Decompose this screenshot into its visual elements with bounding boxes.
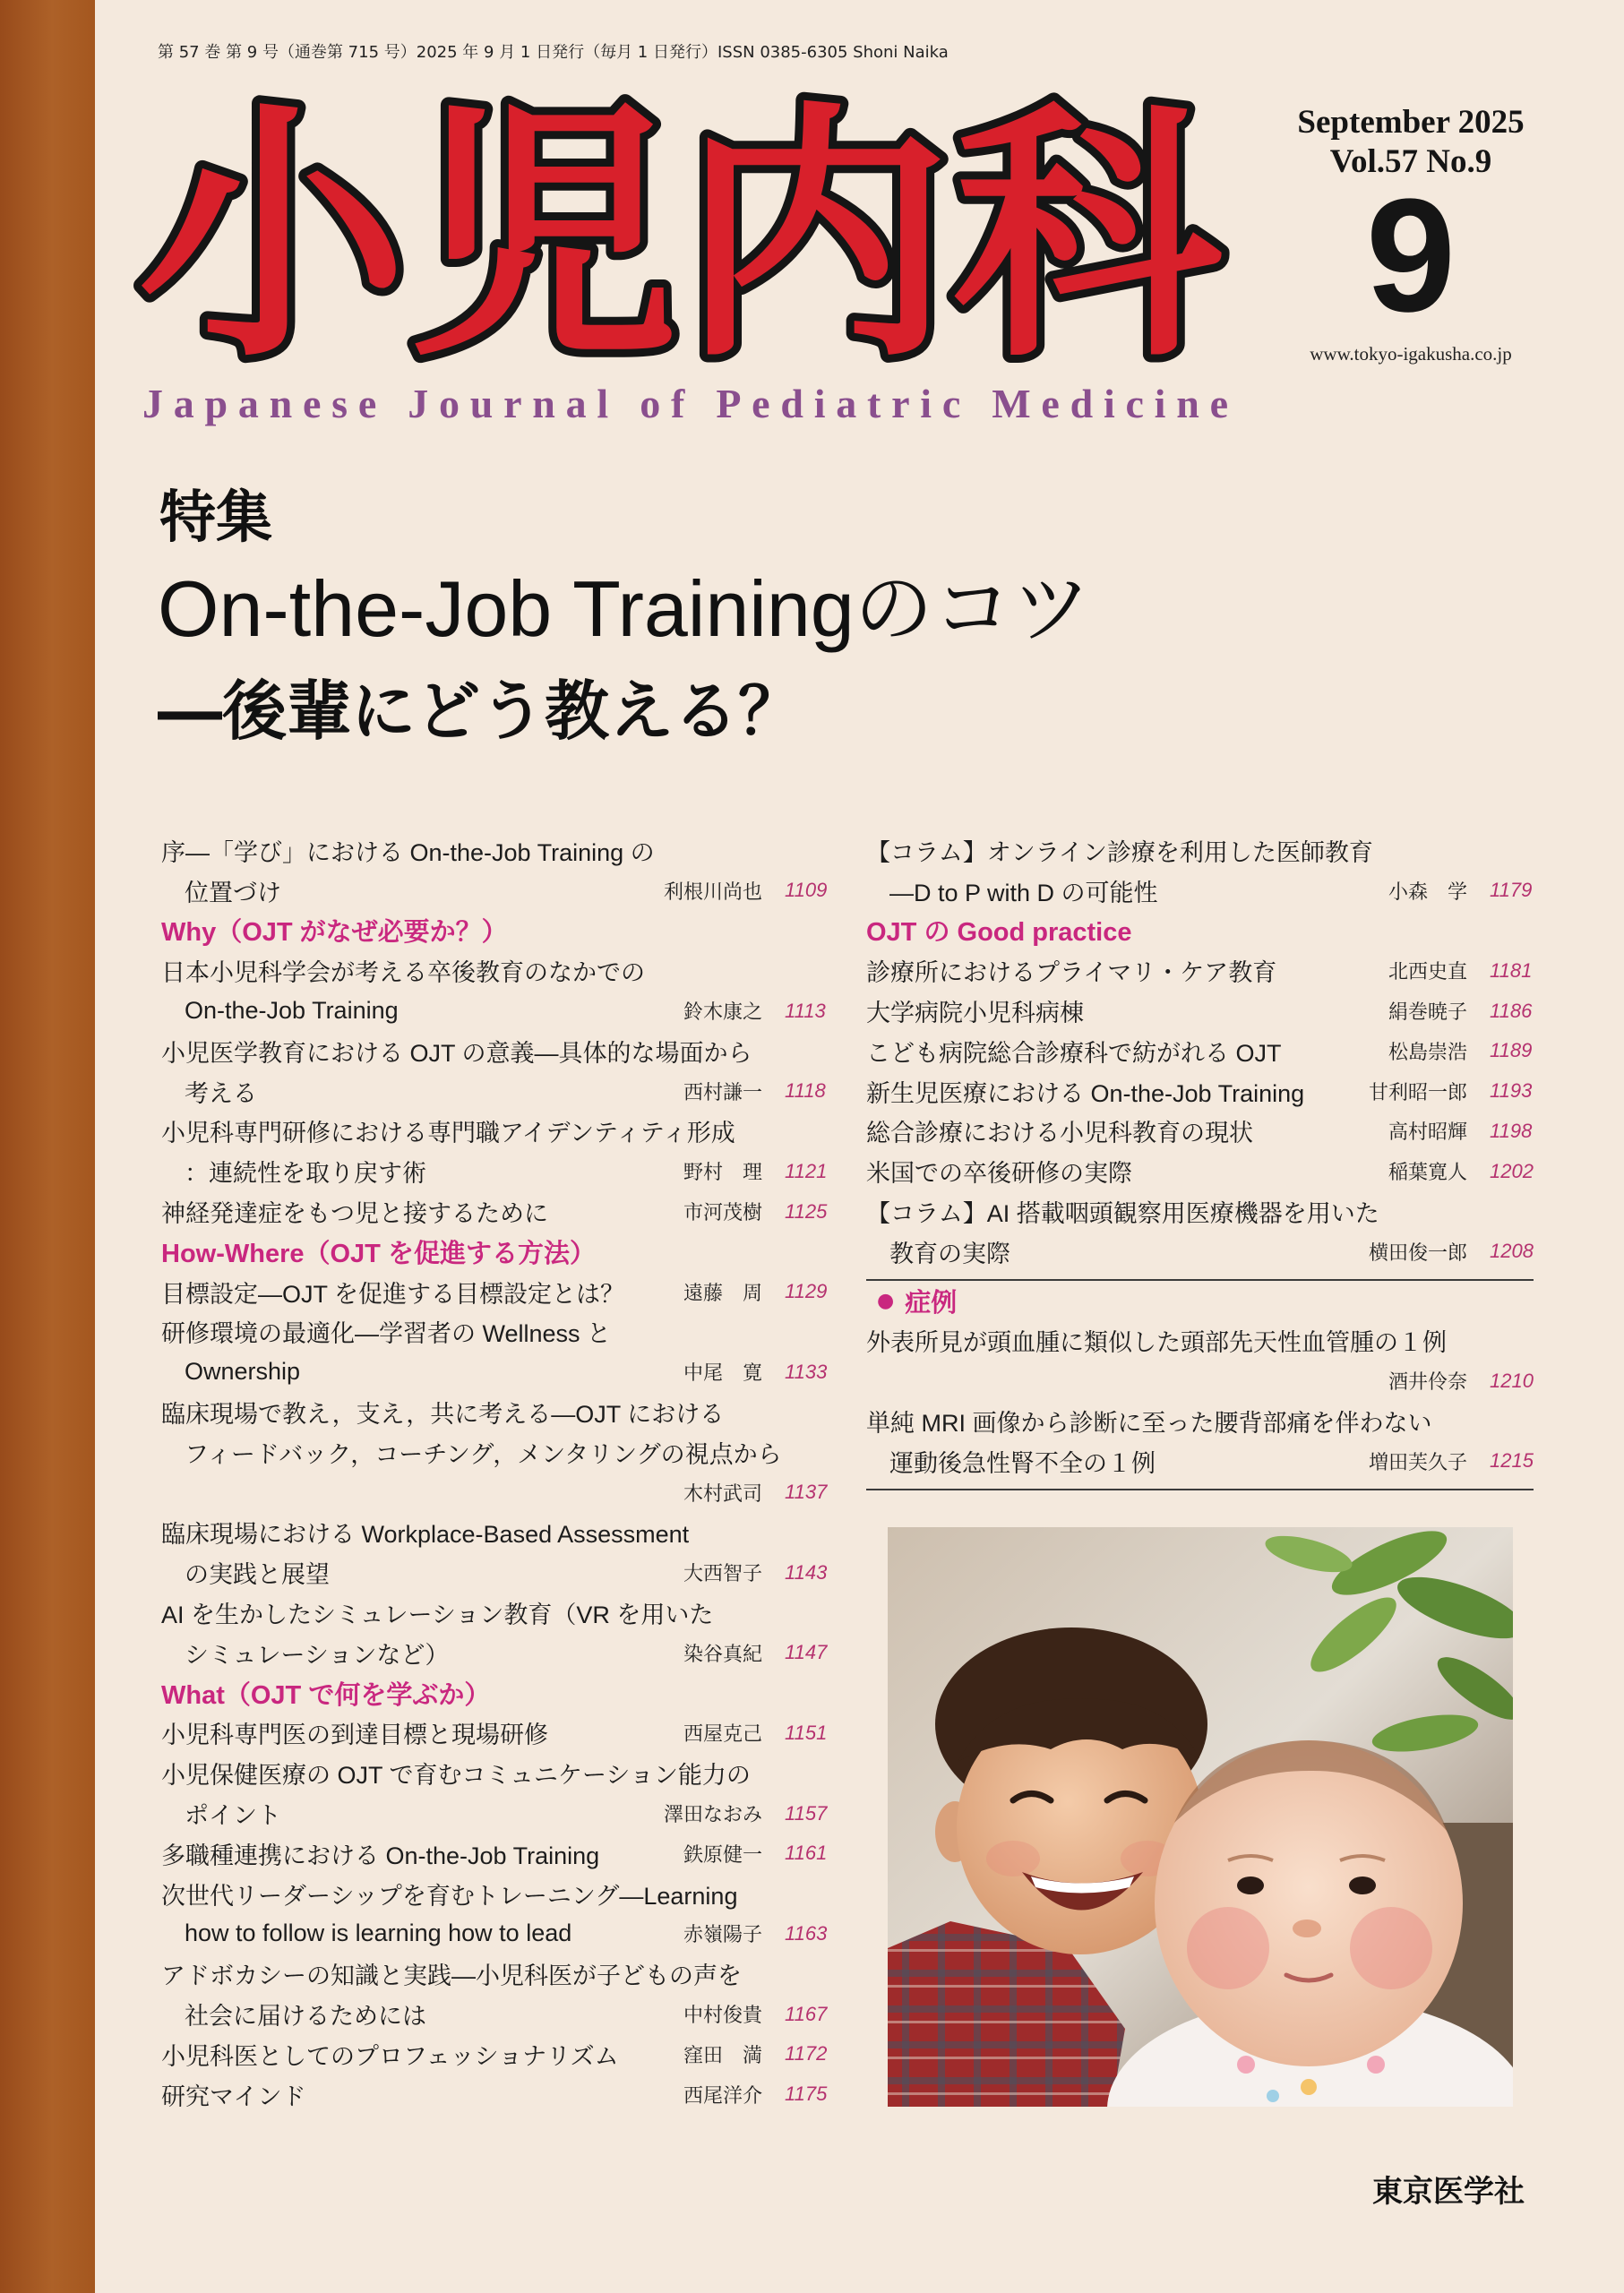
toc-author: 市河茂樹: [683, 1202, 762, 1225]
toc-entry-line: [866, 1031, 1534, 1071]
toc-author: 木村武司: [683, 1482, 762, 1506]
toc-page-number: 1175: [785, 2083, 828, 2106]
feature-label: 特集: [159, 485, 272, 550]
toc-entry-line: [161, 1834, 829, 1874]
toc-article-title: ―D to P with D の可能性: [889, 879, 1158, 906]
toc-article-title: 研究マインド: [161, 2083, 306, 2110]
toc-author: 染谷真紀: [683, 1643, 762, 1666]
toc-article-title: 小児医学教育における OJT の意義―具体的な場面から: [161, 1039, 752, 1067]
toc-page-number: 1179: [1490, 879, 1533, 902]
toc-heading-text: How-Where（OJT を促進する方法）: [161, 1239, 596, 1268]
toc-page-number: 1172: [785, 2042, 828, 2065]
toc-section-heading: [866, 911, 1534, 951]
toc-entry-line: [161, 950, 829, 991]
toc-entry-line: [866, 991, 1534, 1031]
toc-entry-line: [161, 1031, 829, 1071]
toc-page-number: 1210: [1490, 1369, 1534, 1392]
toc-article-title: シミュレーションなど）: [185, 1641, 450, 1669]
toc-article-title: 単純 MRI 画像から診断に至った腰背部痛を伴わない: [866, 1410, 1432, 1438]
publisher-website: www.tokyo-igakusha.co.jp: [1310, 343, 1512, 365]
toc-page-number: 1113: [785, 999, 826, 1022]
toc-page-number: 1198: [1490, 1119, 1533, 1142]
toc-entry-line: [161, 1151, 829, 1191]
toc-entry-line: [866, 1112, 1534, 1152]
bullet-icon: ●: [877, 1289, 895, 1312]
toc-page-number: 1189: [1490, 1039, 1533, 1062]
toc-article-title: 目標設定―OJT を促進する目標設定とは？: [161, 1280, 625, 1308]
toc-entry-line: [161, 830, 829, 871]
toc-author: 松島崇浩: [1388, 1041, 1467, 1064]
masthead-title: [133, 70, 1243, 374]
toc-article-title: 日本小児科学会が考える卒後教育のなかでの: [161, 959, 645, 987]
toc-entry-line: [866, 1232, 1534, 1272]
toc-author: 中村俊貴: [683, 2005, 762, 2027]
toc-entry-line: [161, 1392, 829, 1432]
toc-author: 利根川尚也: [663, 880, 762, 904]
toc-entry-line: [161, 1352, 829, 1392]
toc-entry-line: [161, 1713, 829, 1754]
toc-section-heading: [866, 1281, 1534, 1321]
toc-page-number: 1202: [1490, 1159, 1534, 1182]
toc-entry-line: [161, 1432, 829, 1473]
toc-article-title: 総合診療における小児科教育の現状: [866, 1120, 1253, 1147]
toc-article-title: 次世代リーダーシップを育むトレーニング―Learning: [161, 1882, 738, 1910]
toc-article-title: ポイント: [185, 1802, 281, 1830]
toc-heading-text: OJT の Good practice: [866, 918, 1132, 948]
toc-page-number: 1151: [785, 1721, 828, 1744]
toc-page-number: 1167: [785, 2002, 828, 2025]
toc-right-column: [866, 830, 1534, 1490]
toc-article-title: ：連続性を取り戻す術: [185, 1160, 426, 1188]
toc-page-number: 1147: [785, 1641, 828, 1664]
toc-entry-line: [866, 1191, 1534, 1232]
toc-section: [866, 1281, 1534, 1490]
toc-article-title: フィードバック，コーチング，メンタリングの視点から: [185, 1440, 782, 1468]
toc-author: 小森 学: [1388, 880, 1467, 904]
toc-article-title: 新生児医療における On-the-Job Training: [866, 1079, 1305, 1107]
toc-section-heading: [161, 911, 829, 951]
toc-page-number: 1193: [1490, 1079, 1533, 1103]
toc-author: 大西智子: [683, 1563, 762, 1586]
publisher-name: 東京医学社: [1372, 2174, 1525, 2210]
toc-author: 北西史直: [1388, 961, 1467, 984]
toc-author: 西村謙一: [683, 1081, 762, 1104]
toc-page-number: 1157: [785, 1801, 828, 1825]
toc-entry-line: [161, 1874, 829, 1914]
toc-article-title: 診療所におけるプライマリ・ケア教育: [866, 959, 1277, 987]
toc-article-title: 小児科専門研修における専門職アイデンティティ形成: [161, 1120, 735, 1147]
toc-article-title: 神経発達症をもつ児と接するために: [161, 1200, 548, 1228]
toc-entry-line: [866, 1401, 1534, 1441]
toc-page-number: 1181: [1490, 958, 1533, 982]
toc-article-title: 臨床現場における Workplace-Based Assessment: [161, 1521, 690, 1549]
toc-article-title: 研修環境の最適化―学習者の Wellness と: [161, 1320, 612, 1348]
toc-section-heading: [161, 1232, 829, 1272]
toc-article-title: 小児保健医療の OJT で育むコミュニケーション能力の: [161, 1762, 751, 1790]
toc-article-title: の実践と展望: [185, 1561, 330, 1589]
toc-entry-line: [161, 1552, 829, 1593]
toc-page-number: 1125: [785, 1199, 828, 1223]
toc-author: 中尾 寛: [683, 1362, 762, 1386]
toc-article-title: 小児科医としてのプロフェッショナリズム: [161, 2042, 619, 2070]
toc-page-number: 1137: [785, 1481, 828, 1504]
toc-article-title: 運動後急性腎不全の１例: [889, 1449, 1156, 1477]
toc-page-number: 1186: [1490, 999, 1533, 1022]
toc-entry-line: [161, 1753, 829, 1793]
toc-entry-line: [866, 1321, 1534, 1361]
toc-entry-line: [161, 991, 829, 1031]
toc-entry-line: [866, 871, 1534, 911]
toc-article-title: how to follow is learning how to lead: [185, 1919, 572, 1947]
toc-author: 高村昭輝: [1388, 1121, 1467, 1145]
issue-number: 9: [1365, 166, 1456, 346]
toc-article-title: アドボカシーの知識と実践―小児科医が子どもの声を: [161, 1962, 742, 1990]
toc-entry-line: [161, 1633, 829, 1673]
toc-entry-line: [161, 1954, 829, 1994]
toc-author: 鉄原健一: [683, 1843, 762, 1867]
toc-entry-line: [161, 871, 829, 911]
masthead-subtitle-text: Japanese Journal of Pediatric Medicine: [142, 381, 1228, 426]
toc-page-number: 1215: [1490, 1449, 1534, 1473]
toc-author: 稲葉寛人: [1388, 1162, 1467, 1185]
toc-page-number: 1143: [785, 1560, 828, 1584]
toc-author: 窪田 満: [683, 2044, 762, 2067]
toc-entry-line: [161, 1914, 829, 1954]
toc-entry-line: [866, 1151, 1534, 1191]
toc-heading-text: What（OJT で何を学ぶか）: [161, 1680, 491, 1710]
toc-entry-line: [161, 1191, 829, 1232]
toc-entry-line: [161, 1994, 829, 2034]
toc-article-title: 教育の実際: [889, 1240, 1010, 1267]
toc-heading-text: 症例: [905, 1288, 958, 1318]
toc-article-title: 【コラム】オンライン診療を利用した医師教育: [866, 838, 1373, 866]
toc-article-title: 序―「学び」における On-the-Job Training の: [161, 838, 655, 866]
toc-article-title: 【コラム】AI 搭載咽頭観察用医療機器を用いた: [866, 1200, 1379, 1228]
toc-article-title: 外表所見が頭血腫に類似した頭部先天性血管腫の１例: [866, 1329, 1447, 1357]
toc-entry-line: [866, 1361, 1534, 1401]
toc-article-title: 位置づけ: [185, 879, 281, 906]
toc-author: 澤田なおみ: [663, 1804, 762, 1827]
toc-article-title: 多職種連携における On-the-Job Training: [161, 1842, 600, 1869]
toc-section-heading: [161, 1673, 829, 1713]
toc-page-number: 1121: [785, 1159, 828, 1182]
masthead-title-text: 小児内科: [138, 81, 1222, 374]
toc-article-title: 社会に届けるためには: [185, 2003, 426, 2030]
toc-page-number: 1129: [785, 1280, 828, 1303]
toc-entry-line: [866, 830, 1534, 871]
toc-author: 西屋克己: [683, 1723, 762, 1747]
toc-entry-line: [161, 1513, 829, 1553]
cover-spine-strip: [0, 0, 95, 2293]
toc-page-number: 1163: [785, 1921, 828, 1945]
toc-entry-line: [161, 1112, 829, 1152]
toc-entry-line: [161, 1071, 829, 1112]
toc-entry-line: [161, 1593, 829, 1633]
toc-author: 西尾洋介: [683, 2084, 762, 2108]
toc-article-title: On-the-Job Training: [185, 997, 399, 1025]
toc-article-title: 米国での卒後研修の実際: [866, 1160, 1132, 1188]
toc-page-number: 1118: [785, 1079, 826, 1103]
toc-entry-line: [866, 1071, 1534, 1112]
toc-author: 野村 理: [683, 1162, 762, 1185]
toc-author: 絹巻暁子: [1388, 1001, 1467, 1025]
toc-article-title: 臨床現場で教え，支え，共に考える―OJT における: [161, 1401, 725, 1429]
toc-article-title: Ownership: [185, 1358, 301, 1386]
issue-month-year: September 2025: [1297, 104, 1525, 141]
issue-info-line: 第 57 巻 第 9 号（通巻第 715 号）2025 年 9 月 1 日発行（毎月 1 日発行）ISSN 0385-6305 Shoni Naika: [158, 43, 949, 62]
toc-author: 酒井伶奈: [1388, 1371, 1467, 1395]
toc-article-title: 考える: [185, 1079, 257, 1107]
toc-author: 横田俊一郎: [1368, 1241, 1467, 1265]
toc-entry-line: [161, 2074, 829, 2115]
toc-entry-line: [161, 1312, 829, 1353]
toc-heading-text: Why（OJT がなぜ必要か？）: [161, 918, 508, 948]
cover-photo: [888, 1527, 1513, 2107]
toc-author: 甘利昭一郎: [1368, 1081, 1467, 1104]
feature-title: On-the-Job Trainingのコツ: [158, 564, 1091, 653]
toc-entry-line: [866, 1441, 1534, 1481]
toc-entry-line: [161, 1473, 829, 1513]
toc-entry-line: [161, 1793, 829, 1834]
masthead-subtitle: [139, 381, 1241, 434]
toc-page-number: 1109: [785, 879, 828, 902]
toc-entry-line: [161, 2034, 829, 2074]
toc-entry-line: [866, 950, 1534, 991]
toc-entry-line: [161, 1272, 829, 1312]
toc-article-title: 大学病院小児科病棟: [866, 1000, 1084, 1027]
toc-author: 増田芙久子: [1368, 1451, 1467, 1474]
issue-volume: Vol.57 No.9: [1329, 143, 1492, 180]
feature-subtitle: ―後輩にどう教える？: [158, 674, 803, 749]
toc-page-number: 1208: [1490, 1240, 1534, 1263]
toc-page-number: 1161: [785, 1842, 828, 1865]
toc-section: [866, 830, 1534, 1281]
toc-article-title: AI を生かしたシミュレーション教育（VR を用いた: [161, 1602, 714, 1629]
toc-left-column: [161, 830, 829, 2115]
toc-page-number: 1133: [785, 1360, 828, 1383]
toc-author: 遠藤 周: [683, 1282, 762, 1305]
toc-section: [161, 830, 829, 2115]
toc-article-title: 小児科専門医の到達目標と現場研修: [161, 1722, 548, 1749]
toc-author: 赤嶺陽子: [683, 1924, 762, 1947]
toc-author: 鈴木康之: [683, 1001, 762, 1025]
toc-article-title: こども病院総合診療科で紡がれる OJT: [866, 1039, 1282, 1067]
